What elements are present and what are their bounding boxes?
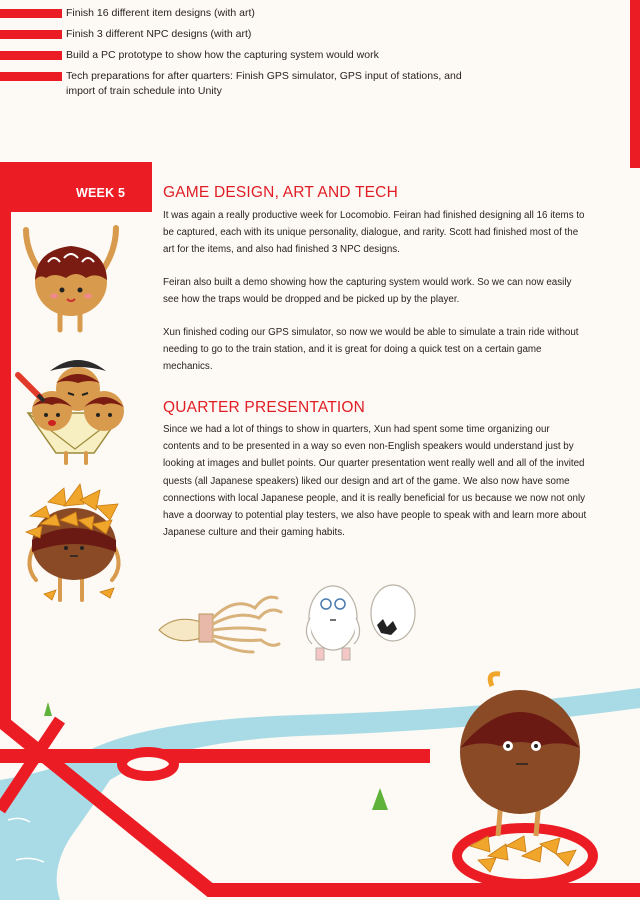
goal-item <box>0 69 486 99</box>
goal-text: Build a PC prototype to show how the capturing system would work <box>66 49 379 61</box>
egg-character-icon <box>302 578 364 664</box>
takoyaki-character-icon <box>16 222 126 337</box>
cracked-egg-icon <box>367 581 419 643</box>
bullet-bar <box>0 72 62 81</box>
section-heading: GAME DESIGN, ART AND TECH <box>163 184 398 201</box>
paragraph: Since we had a lot of things to show in quarters, Xun had spent some time organizing our contents and to be presented in a way so even non-English speakers would understand just by looking at images and bullet points. Our quarter presentation went really well and all of the invited quests (all Japanese speakers) liked our design and art of the game. We also now have some connections with local Japanese people, and it is really beneficial for us because we now not only have a doorway to potential play testers, we also have people to speak with and learn more about Japanese culture and their gaming habits. <box>163 424 587 539</box>
bullet-bar <box>0 30 62 39</box>
goal-text: Finish 3 different NPC designs (with art) <box>66 28 252 40</box>
bullet-bar <box>0 51 62 60</box>
squid-icon <box>155 586 285 656</box>
goal-text: Finish 16 different item designs (with art) <box>66 7 255 19</box>
bullet-bar <box>0 9 62 18</box>
page-edge-tab <box>630 0 640 168</box>
train-map-icon <box>0 660 640 900</box>
goal-item <box>0 27 486 42</box>
paragraph: Xun finished coding our GPS simulator, so now we would be able to simulate a train ride without needing to go to the train station, and it is great for doing a quick test on a certain game mechanics. <box>163 327 579 373</box>
bonito-takoyaki-icon <box>20 476 130 611</box>
goal-item <box>0 6 486 21</box>
paragraph: It was again a really productive week for Locomobio. Feiran had finished designing all 16 items to be captured, each with its unique personality, dialogue, and rarity. Scott had finished most of the art for the items, and also had finished 3 NPC designs. <box>163 210 585 256</box>
paragraph: Feiran also built a demo showing how the capturing system would work. So we can now easily see how the traps would be dropped and be picked up by the player. <box>163 277 572 306</box>
week-label: WEEK 5 <box>76 186 126 200</box>
section-heading: QUARTER PRESENTATION <box>163 399 366 416</box>
goal-text: Tech preparations for after quarters: Finish GPS simulator, GPS input of stations, and import of train schedule into Unity <box>66 70 462 97</box>
pirate-takoyaki-trio-icon <box>10 353 140 468</box>
goal-item <box>0 48 486 63</box>
